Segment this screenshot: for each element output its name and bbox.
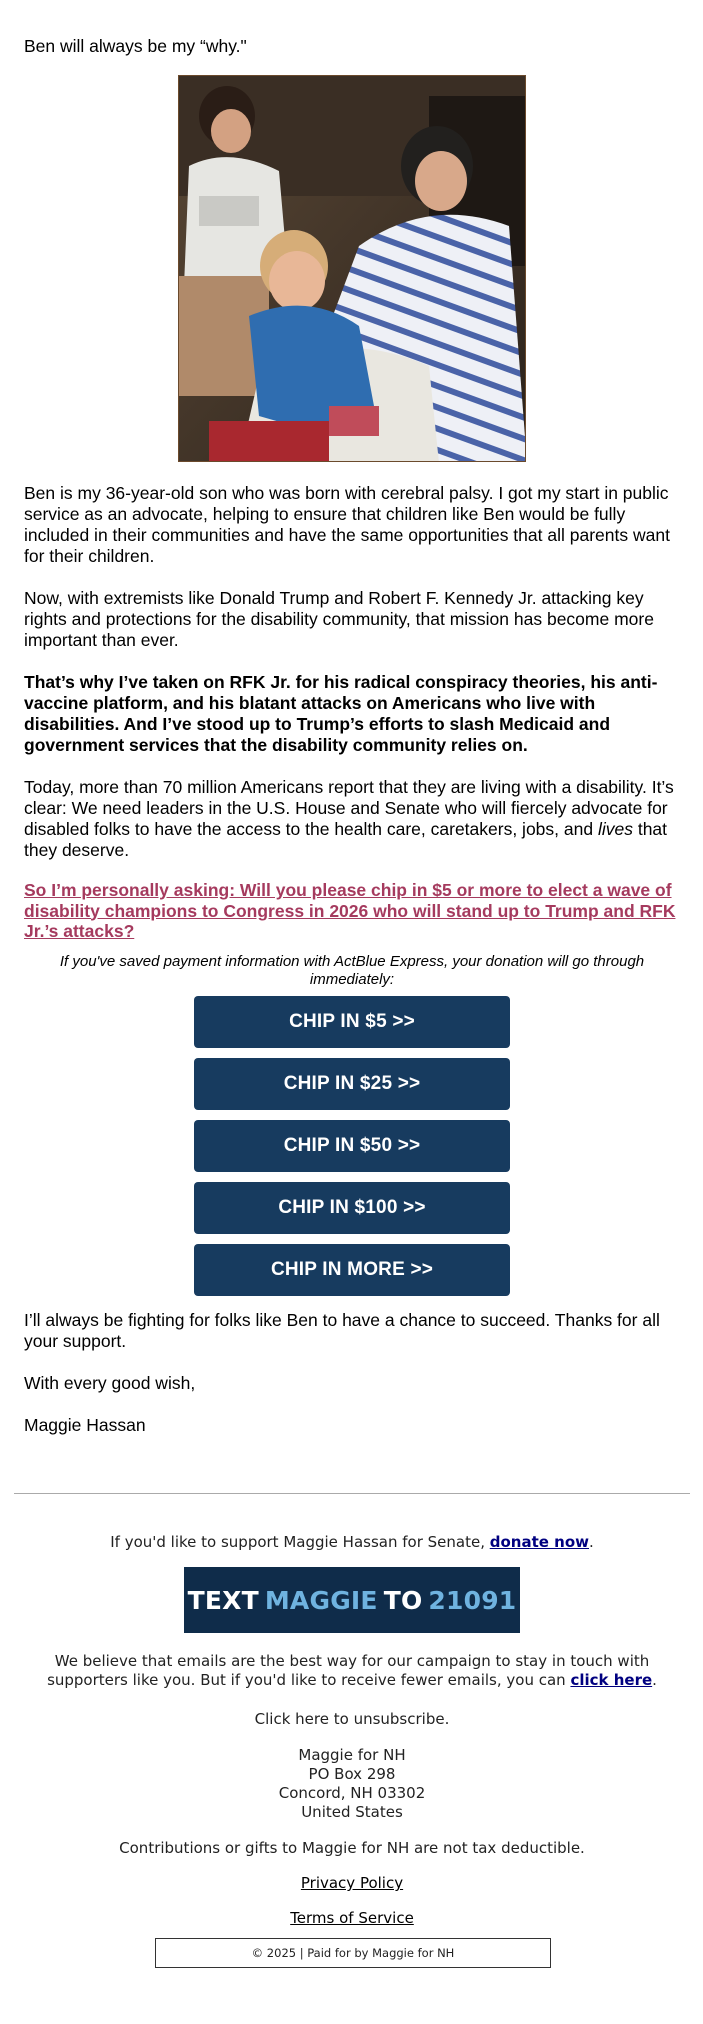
paragraph-1: Ben is my 36-year-old son who was born with cerebral palsy. I got my start in public service as an advocate, helping to ensure that children like Ben would be fully included in their communities and have the same opportunities that all parents want for their children. (24, 483, 670, 566)
fewer-emails-link[interactable]: click here (570, 1671, 653, 1689)
terms-of-service-link-row (14, 1909, 690, 1928)
paragraph-2: Now, with extremists like Donald Trump and Robert F. Kennedy Jr. attacking key rights and protections for the disability community, that mission has become more important than ever. (24, 588, 654, 650)
photo-ben-and-maggie (178, 75, 526, 462)
actblue-note: If you've saved payment information with ActBlue Express, your donation will go through immediately: (59, 953, 645, 988)
intro-line: Ben will always be my “why." (24, 36, 247, 56)
chip-in-100-button[interactable]: CHIP IN $100 >> (194, 1182, 510, 1234)
address-line-1: Maggie for NH (298, 1746, 406, 1764)
chip-in-more-button[interactable]: CHIP IN MORE >> (194, 1244, 510, 1296)
tax-disclaimer: Contributions or gifts to Maggie for NH are not tax deductible. (119, 1839, 585, 1857)
chip-in-50-button[interactable]: CHIP IN $50 >> (194, 1120, 510, 1172)
paragraph-4 (24, 777, 682, 861)
terms-of-service-link[interactable]: Terms of Service (290, 1909, 414, 1927)
paragraph-4-text: Today, more than 70 million Americans report that they are living with a disability. It’s clear: We need leaders in the U.S. House and Senate who will fiercely advocate for disabled folks to have the access to the health care, caretakers, jobs, and (24, 777, 674, 839)
support-text: If you'd like to support Maggie Hassan for Senate, (110, 1533, 490, 1551)
chip-in-25-button[interactable]: CHIP IN $25 >> (194, 1058, 510, 1110)
chip-in-5-button[interactable]: CHIP IN $5 >> (194, 996, 510, 1048)
closing-wish: With every good wish, (24, 1373, 196, 1393)
donate-now-link[interactable]: donate now (489, 1533, 589, 1551)
paragraph-4-italic: lives (597, 819, 633, 839)
unsubscribe-link[interactable]: Click here to unsubscribe. (254, 1710, 450, 1728)
emails-period: . (652, 1671, 657, 1689)
footer-emails-line (14, 1652, 690, 1690)
address-block (14, 1746, 690, 1822)
donation-ask-link[interactable]: So I’m personally asking: Will you please chip in $5 or more to elect a wave of disability champions to Congress in 2026 who will stand up to Trump and RFK Jr.’s attacks? (24, 880, 676, 941)
support-period: . (589, 1533, 594, 1551)
family-photo-image (179, 76, 526, 462)
emails-text: We believe that emails are the best way for our campaign to stay in touch with supporters like you. But if you'd like to receive fewer emails, you can (47, 1652, 650, 1689)
text-maggie-banner[interactable] (184, 1567, 520, 1633)
signature: Maggie Hassan (24, 1415, 146, 1435)
banner-to-word: TO (383, 1585, 423, 1615)
copyright-box: © 2025 | Paid for by Maggie for NH (155, 1938, 551, 1968)
banner-keyword: MAGGIE (264, 1585, 378, 1615)
privacy-policy-link-row (14, 1874, 690, 1893)
address-line-4: United States (301, 1803, 403, 1821)
paragraph-4-tail: that they deserve. (24, 819, 668, 860)
banner-text-word: TEXT (187, 1585, 259, 1615)
footer-support-line (14, 1533, 690, 1552)
address-line-2: PO Box 298 (308, 1765, 396, 1783)
closing-thanks: I’ll always be fighting for folks like Ben to have a chance to succeed. Thanks for all your support. (24, 1310, 660, 1351)
privacy-policy-link[interactable]: Privacy Policy (300, 1874, 404, 1892)
address-line-3: Concord, NH 03302 (278, 1784, 426, 1802)
banner-shortcode: 21091 (428, 1585, 517, 1615)
footer-divider (14, 1493, 690, 1494)
paragraph-3: That’s why I’ve taken on RFK Jr. for his radical conspiracy theories, his anti-vaccine platform, and his blatant attacks on Americans who live with disabilities. And I’ve stood up to Trump’s efforts to slash Medicaid and government services that the disability community relies on. (24, 672, 658, 755)
